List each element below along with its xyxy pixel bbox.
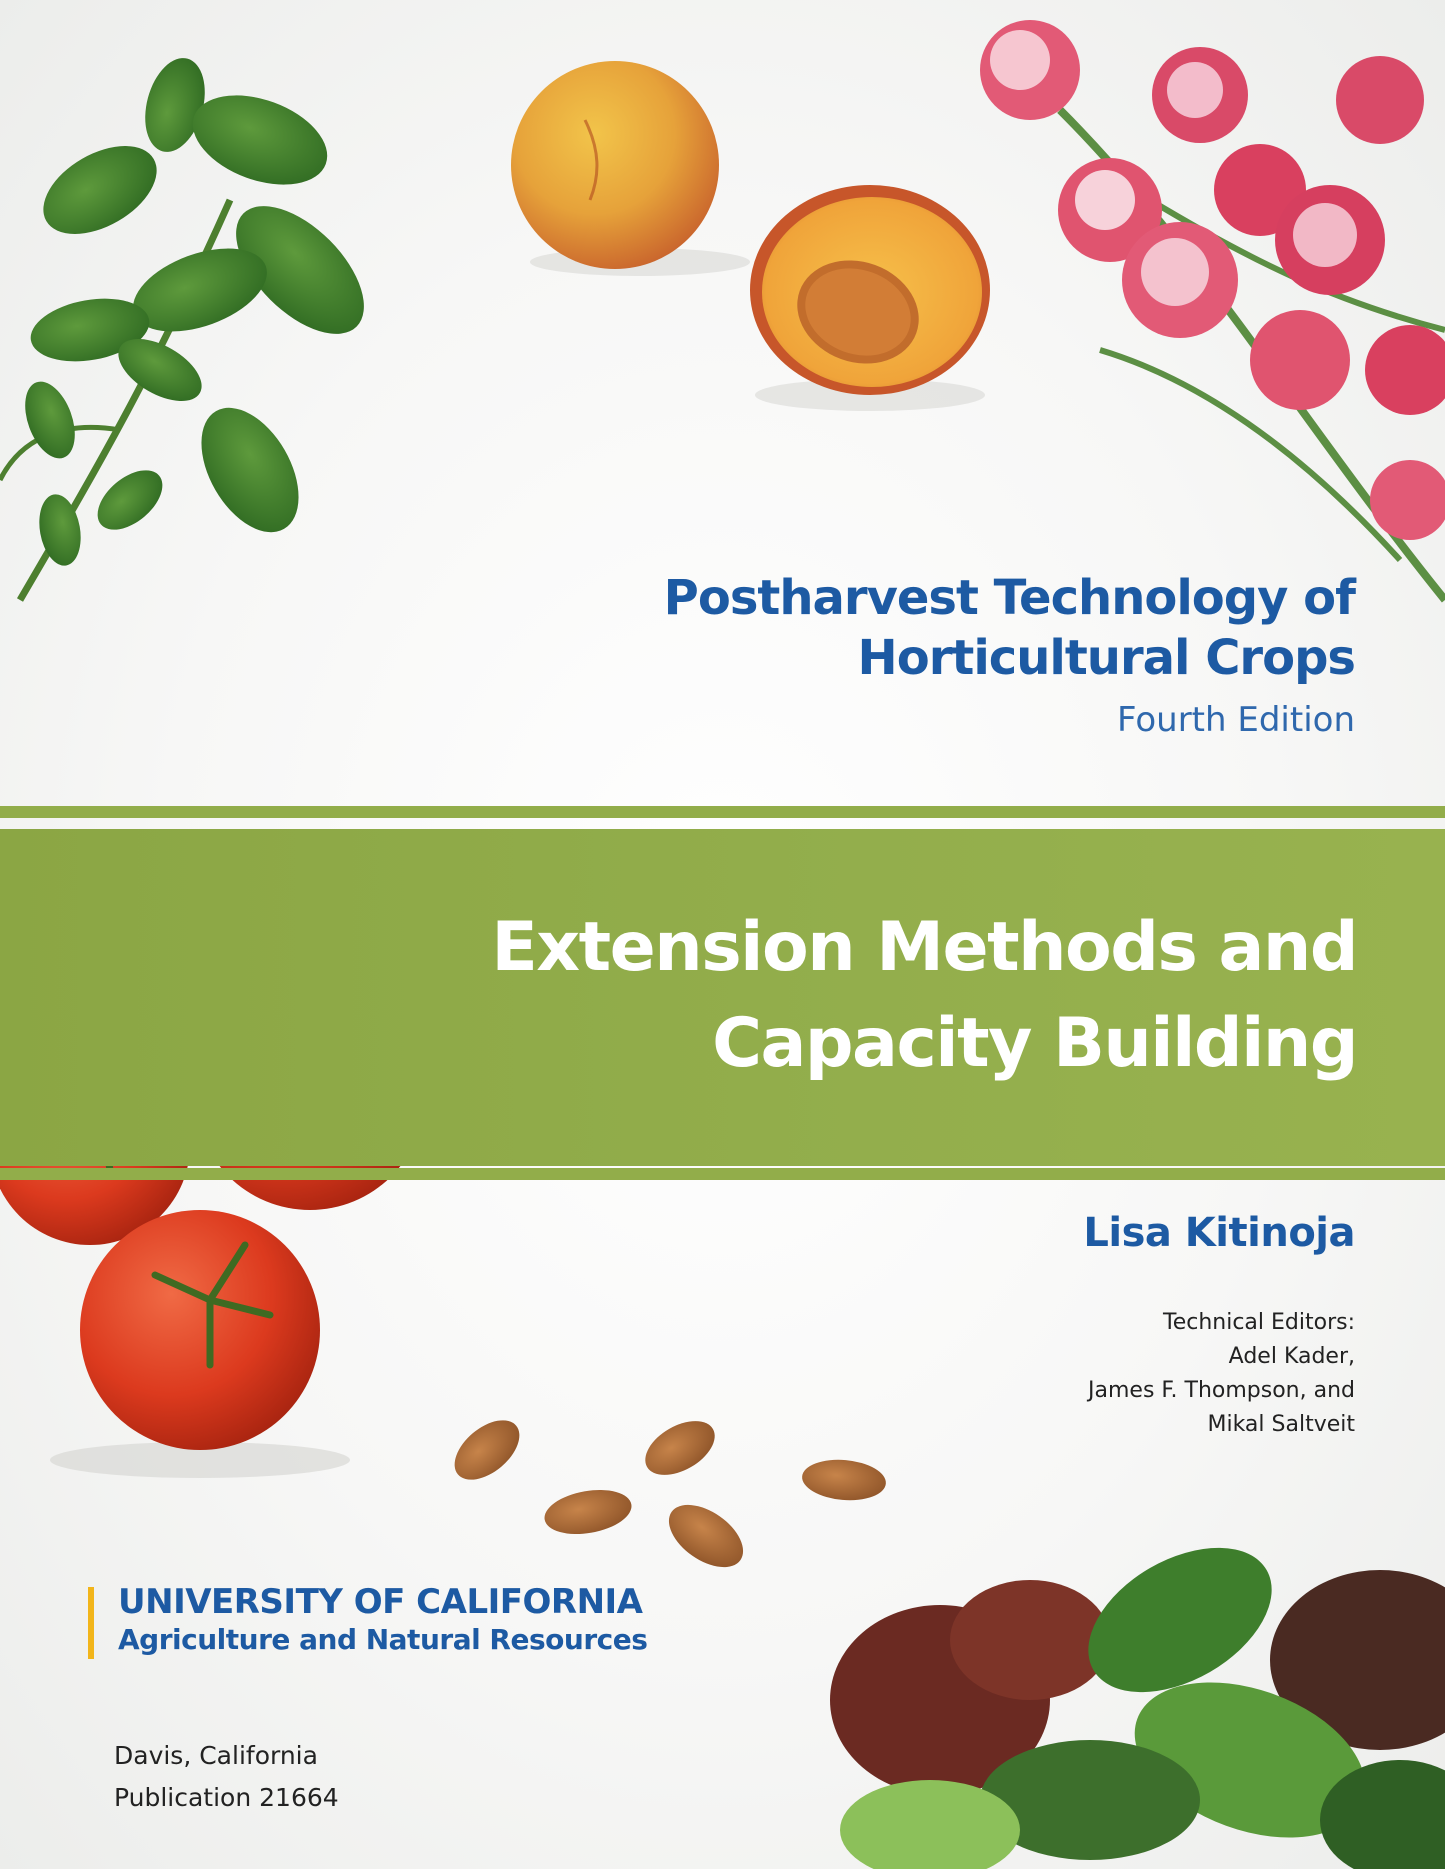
editors-label: Technical Editors: bbox=[1163, 1310, 1355, 1335]
salad-greens bbox=[830, 1518, 1445, 1869]
editor-name: Mikal Saltveit bbox=[1207, 1412, 1355, 1437]
publisher-division: Agriculture and Natural Resources bbox=[118, 1623, 648, 1656]
book-title bbox=[491, 900, 1357, 1092]
book-title-line1: Extension Methods and bbox=[491, 908, 1357, 987]
edition-label: Fourth Edition bbox=[1117, 700, 1355, 740]
series-title-line1: Postharvest Technology of bbox=[663, 570, 1355, 626]
publication-location: Davis, California bbox=[114, 1741, 318, 1770]
publication-info bbox=[114, 1735, 339, 1819]
uc-logo-bar bbox=[88, 1587, 94, 1659]
series-title bbox=[664, 568, 1355, 748]
author-name: Lisa Kitinoja bbox=[1083, 1210, 1355, 1256]
series-title-line2: Horticultural Crops bbox=[857, 630, 1355, 686]
peach-half bbox=[750, 185, 990, 411]
band-bottom-stripe bbox=[0, 1168, 1445, 1180]
carnations bbox=[980, 20, 1445, 600]
basil-sprig bbox=[0, 51, 386, 600]
editor-name: James F. Thompson, and bbox=[1088, 1378, 1355, 1403]
technical-editors bbox=[1088, 1306, 1355, 1442]
publisher-name: UNIVERSITY OF CALIFORNIA bbox=[118, 1582, 643, 1622]
band-top-stripe bbox=[0, 806, 1445, 818]
book-title-line2: Capacity Building bbox=[712, 1004, 1357, 1083]
editor-name: Adel Kader, bbox=[1228, 1344, 1355, 1369]
publisher-logo bbox=[118, 1582, 647, 1658]
peach-whole bbox=[511, 61, 750, 276]
almonds bbox=[444, 1409, 888, 1580]
publication-number: Publication 21664 bbox=[114, 1783, 339, 1812]
